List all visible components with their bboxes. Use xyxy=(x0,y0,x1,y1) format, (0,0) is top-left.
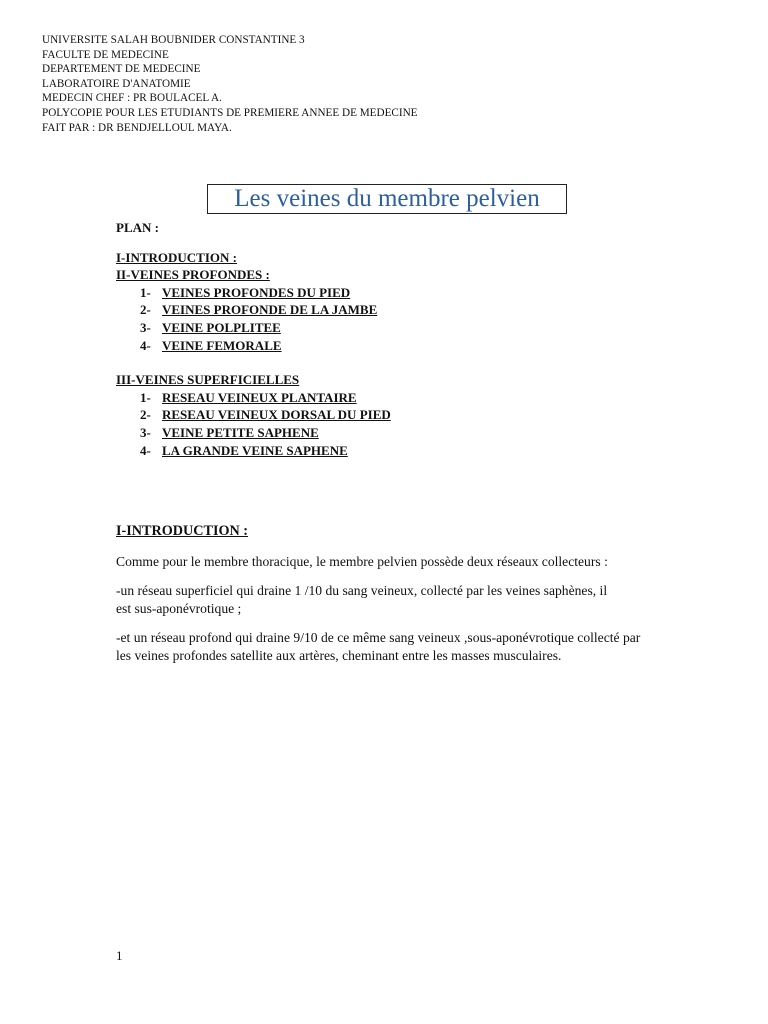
deep-veins-list xyxy=(116,284,391,354)
paragraph: -et un réseau profond qui draine 9/10 de ce même sang veineux ,sous-aponévrotique collecté par les veines profondes satellite aux artères, cheminant entre les masses musculaires. xyxy=(116,629,641,663)
item-text: LA GRANDE VEINE SAPHENE xyxy=(162,442,348,458)
plan-label: PLAN : xyxy=(116,220,159,235)
item-number: 3- xyxy=(140,424,151,440)
item-number: 2- xyxy=(140,407,151,423)
list-item xyxy=(116,389,391,407)
item-text: VEINES PROFONDES DU PIED xyxy=(162,284,351,300)
item-text: RESEAU VEINEUX DORSAL DU PIED xyxy=(162,407,391,423)
item-text: VEINES PROFONDE DE LA JAMBE xyxy=(162,302,378,318)
item-text: VEINE FEMORALE xyxy=(162,337,282,353)
list-item xyxy=(116,319,391,337)
superficial-veins-list xyxy=(116,389,391,459)
item-text: VEINE PETITE SAPHENE xyxy=(162,424,319,440)
plan-outline xyxy=(116,219,391,459)
plan-section-introduction: I-INTRODUCTION : xyxy=(116,249,237,265)
header-line: POLYCOPIE POUR LES ETUDIANTS DE PREMIERE ANNEE DE MEDECINE xyxy=(42,106,418,119)
item-number: 4- xyxy=(140,442,151,458)
list-item xyxy=(116,301,391,319)
introduction-section xyxy=(116,523,696,676)
header-line: MEDECIN CHEF : PR BOULACEL A. xyxy=(42,92,222,105)
header-line: DEPARTEMENT DE MEDECINE xyxy=(42,63,201,76)
page-number: 1 xyxy=(116,948,123,963)
list-item xyxy=(116,442,391,460)
paragraph: -un réseau superficiel qui draine 1 /10 du sang veineux, collecté par les veines saphènes, il est sus-aponévrotique ; xyxy=(116,582,608,616)
header-line: LABORATOIRE D'ANATOMIE xyxy=(42,77,191,90)
item-number: 3- xyxy=(140,319,151,335)
item-text: RESEAU VEINEUX PLANTAIRE xyxy=(162,389,357,405)
institution-header xyxy=(42,33,418,135)
item-number: 4- xyxy=(140,337,151,353)
section-heading: I-INTRODUCTION : xyxy=(116,523,249,539)
paragraph: Comme pour le membre thoracique, le membre pelvien possède deux réseaux collecteurs : xyxy=(116,554,608,569)
list-item xyxy=(116,337,391,355)
document-title-box xyxy=(207,184,567,214)
item-number: 1- xyxy=(140,284,151,300)
header-line: UNIVERSITE SALAH BOUBNIDER CONSTANTINE 3 xyxy=(42,34,305,46)
plan-section-superficial-veins: III-VEINES SUPERFICIELLES xyxy=(116,372,300,388)
item-number: 1- xyxy=(140,389,151,405)
item-number: 2- xyxy=(140,302,151,318)
document-title: Les veines du membre pelvien xyxy=(234,185,540,212)
list-item xyxy=(116,406,391,424)
plan-section-deep-veins: II-VEINES PROFONDES : xyxy=(116,267,270,283)
list-item xyxy=(116,424,391,442)
header-line: FAIT PAR : DR BENDJELLOUL MAYA. xyxy=(42,121,232,134)
item-text: VEINE POLPLITEE xyxy=(162,319,281,335)
list-item xyxy=(116,284,391,302)
header-line: FACULTE DE MEDECINE xyxy=(42,48,169,61)
